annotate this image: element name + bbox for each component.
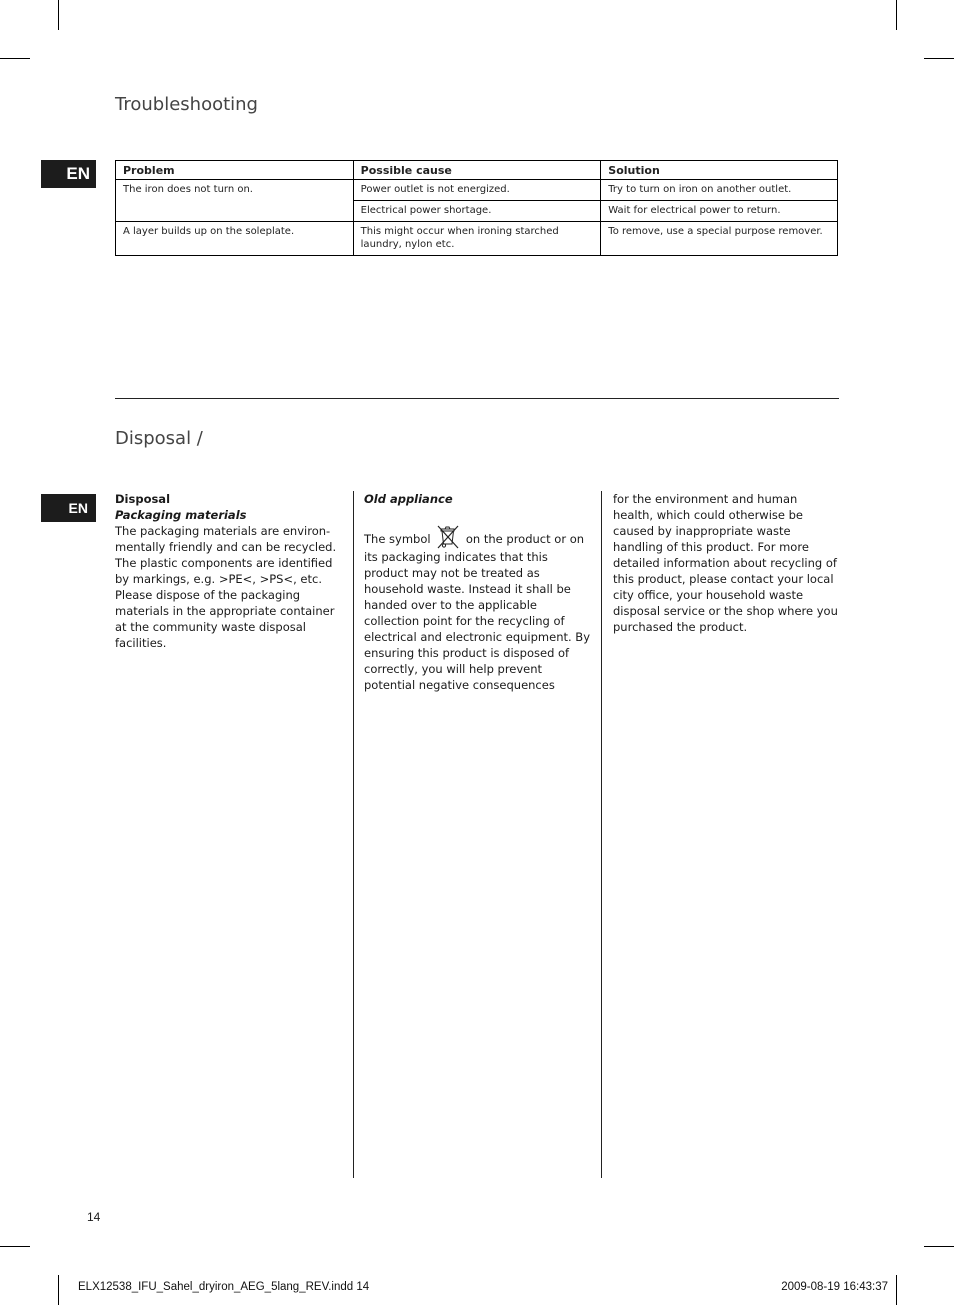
crop-mark [0,58,30,59]
table-row [116,180,838,201]
problem-cell: The iron does not turn on. [116,180,354,222]
section-divider [115,398,839,399]
language-tab-en: EN [41,494,96,522]
solution-cell: To remove, use a special purpose remover. [601,222,838,256]
column-divider [601,491,602,1178]
page-number: 14 [87,1210,101,1224]
table-header-row [116,161,838,180]
old-appliance-subheading: Old appliance [364,492,453,506]
troubleshooting-table [115,160,838,256]
crop-mark [58,1275,59,1305]
footer-timestamp: 2009-08-19 16:43:37 [781,1281,888,1293]
packaging-materials-subheading: Packaging materials [115,508,247,522]
disposal-heading: Disposal [115,492,171,506]
column-header-solution: Solution [601,161,838,180]
paragraph: for the environment and human health, which could otherwise be caused by inappropriate waste handling of this product. For more detailed information about recycling of this product, please contact your local city office, your household waste disposal service or the shop where you purchased the product. [613,492,838,634]
problem-cell: A layer builds up on the soleplate. [116,222,354,256]
symbol-intro-text: The symbol [364,532,431,546]
crop-mark [924,1246,954,1247]
language-tab-en: EN [41,160,96,188]
crop-mark [896,1275,897,1305]
paragraph: The packaging materials are environ-mentally friendly and can be recycled. [115,524,337,554]
troubleshooting-title: Troubleshooting [115,94,258,115]
cause-cell: This might occur when ironing starched laundry, nylon etc. [353,222,601,256]
solution-cell: Wait for electrical power to return. [601,201,838,222]
crop-mark [924,58,954,59]
column-header-possible-cause: Possible cause [353,161,601,180]
paragraph: The plastic components are identified by markings, e.g. >PE<, >PS<, etc. [115,556,333,586]
table-row [116,222,838,256]
crop-mark [58,0,59,30]
column-divider [353,491,354,1178]
column-header-problem: Problem [116,161,354,180]
disposal-column-2 [364,491,592,693]
cause-cell: Electrical power shortage. [353,201,601,222]
paragraph: Please dispose of the packaging materials in the appropriate container at the community waste disposal facilities. [115,588,335,650]
footer-file-name: ELX12538_IFU_Sahel_dryiron_AEG_5lang_REV.indd 14 [78,1281,370,1293]
cause-cell: Power outlet is not energized. [353,180,601,201]
disposal-column-1 [115,491,347,651]
disposal-title: Disposal / [115,428,203,449]
disposal-column-3 [613,491,839,635]
crop-mark [0,1246,30,1247]
crop-mark [896,0,897,30]
paragraph [364,523,592,693]
crossed-out-wheelie-bin-icon [436,523,460,549]
symbol-explanation-text: on the product or on its packaging indicates that this product may not be treated as household waste. Instead it shall be handed over to the applicable collection point for the recycling of electrical and electronic equipment. By ensuring this product is disposed of correctly, you will help prevent potential negative consequences [364,532,591,692]
solution-cell: Try to turn on iron on another outlet. [601,180,838,201]
